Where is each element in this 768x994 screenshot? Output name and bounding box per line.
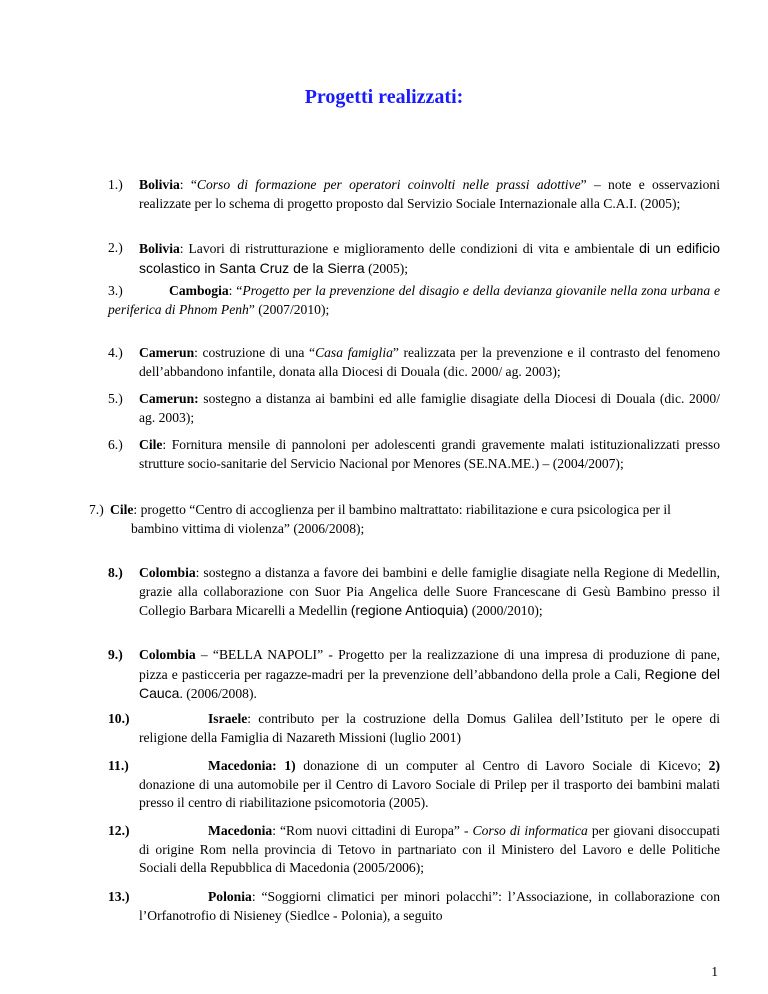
list-item: 5.) Camerun: sostegno a distanza ai bambini ed alle famiglie disagiate della Diocesi di Douala (dic. 2000/ ag. 2003); (108, 391, 720, 425)
list-item: 12.) Macedonia: “Rom nuovi cittadini di Europa” - Corso di informatica per giovani disoccupati di origine Rom nella provincia di Tetovo in partnariato con il Ministero del Lavoro e delle Politiche Sociali della Repubblica di Macedonia (2005/2006); (108, 823, 720, 875)
list-item: 11.) Macedonia: 1) donazione di un computer al Centro di Lavoro Sociale di Kicevo; 2) donazione di una automobile per il Centro di Lavoro Sociale di Prilep per il trasporto dei bambini malati presso il centro di riabilitazione psicomotoria (2005). (108, 758, 720, 810)
page-title: Progetti realizzati: (304, 86, 464, 108)
page-number: 1 (711, 964, 718, 979)
list-item: 4.) Camerun: costruzione di una “Casa famiglia” realizzata per la prevenzione e il contrasto del fenomeno dell’abbandono infantile, donata alla Diocesi di Douala (dic. 2000/ ag. 2003); (108, 345, 720, 379)
item-country: Israele (208, 711, 248, 726)
item-number: 3.) (108, 283, 123, 298)
list-item: 6.) Cile: Fornitura mensile di pannoloni per adolescenti grandi gravemente malati istituzionalizzati presso strutture socio-sanitarie del Servicio Nacional por Menores (SE.NA.ME.) – (2004/2007); (108, 437, 720, 471)
list-item: 3.) Cambogia: “Progetto per la prevenzione del disagio e della devianza giovanile nella zona urbana e periferica di Phnom Penh” (2007/2010); (108, 283, 721, 317)
list-item: 13.) Polonia: “Soggiorni climatici per minori polacchi”: l’Associazione, in collaborazione con l’Orfanotrofio di Nisieney (Siedlce - Polonia), a seguito (108, 889, 720, 923)
item-country: Polonia (208, 889, 252, 904)
item-country: Colombia (139, 647, 196, 662)
item-country: Cambogia (169, 283, 229, 298)
list-item: 10.) Israele: contributo per la costruzione della Domus Galilea dell’Istituto per le opere di religione della Famiglia di Nazareth Missioni (luglio 2001) (108, 711, 720, 745)
item-number: 9.) (108, 647, 123, 662)
item-country: Bolivia (139, 241, 180, 256)
item-number: 13.) (108, 889, 130, 904)
item-number: 4.) (108, 345, 123, 360)
item-number: 8.) (108, 565, 123, 580)
list-item: 1.) Bolivia: “Corso di formazione per operatori coinvolti nelle prassi adottive” – note e osservazioni realizzate per lo schema di progetto proposto dal Servizio Sociale Internazionale alla C.A.I. (2005); (108, 177, 720, 211)
item-number: 6.) (108, 437, 123, 452)
item-number: 7.) (89, 502, 104, 517)
item-country: Macedonia (208, 823, 273, 838)
item-country: Camerun: (139, 391, 199, 406)
item-country: Camerun (139, 345, 195, 360)
item-number: 2.) (108, 240, 123, 255)
item-country: Cile (139, 437, 163, 452)
item-number: 5.) (108, 391, 123, 406)
item-country: Colombia (139, 565, 196, 580)
list-item: 8.) Colombia: sostegno a distanza a favore dei bambini e delle famiglie disagiate nella Regione di Medellin, grazie alla collaborazione con Suor Pia Angelica delle Suore Francescane di Gesù Bambino presso il Collegio Barbara Micarelli a Medellin (regione Antioquia) (2000/2010); (108, 565, 720, 618)
item-number: 10.) (108, 711, 130, 726)
item-number: 11.) (108, 758, 129, 773)
item-number: 12.) (108, 823, 130, 838)
list-item: 7.) Cile: progetto “Centro di accoglienza per il bambino maltrattato: riabilitazione e cura psicologica per il bambino vittima di violenza” (2006/2008); (89, 502, 671, 536)
item-country: Macedonia: (208, 758, 277, 773)
list-item: 2.) Bolivia: Lavori di ristrutturazione e miglioramento delle condizioni di vita e ambientale di un edificio scolastico in Santa Cruz de la Sierra (2005); (108, 240, 721, 276)
item-country: Cile (110, 502, 134, 517)
item-number: 1.) (108, 177, 123, 192)
item-country: Bolivia (139, 177, 180, 192)
list-item: 9.) Colombia – “BELLA NAPOLI” - Progetto per la realizzazione di una impresa di produzione di pane, pizza e pasticceria per ragazze-madri per la prevenzione dell’abbandono della prole a Cali, Regione del Cauca. (2006/2008). (108, 647, 720, 701)
